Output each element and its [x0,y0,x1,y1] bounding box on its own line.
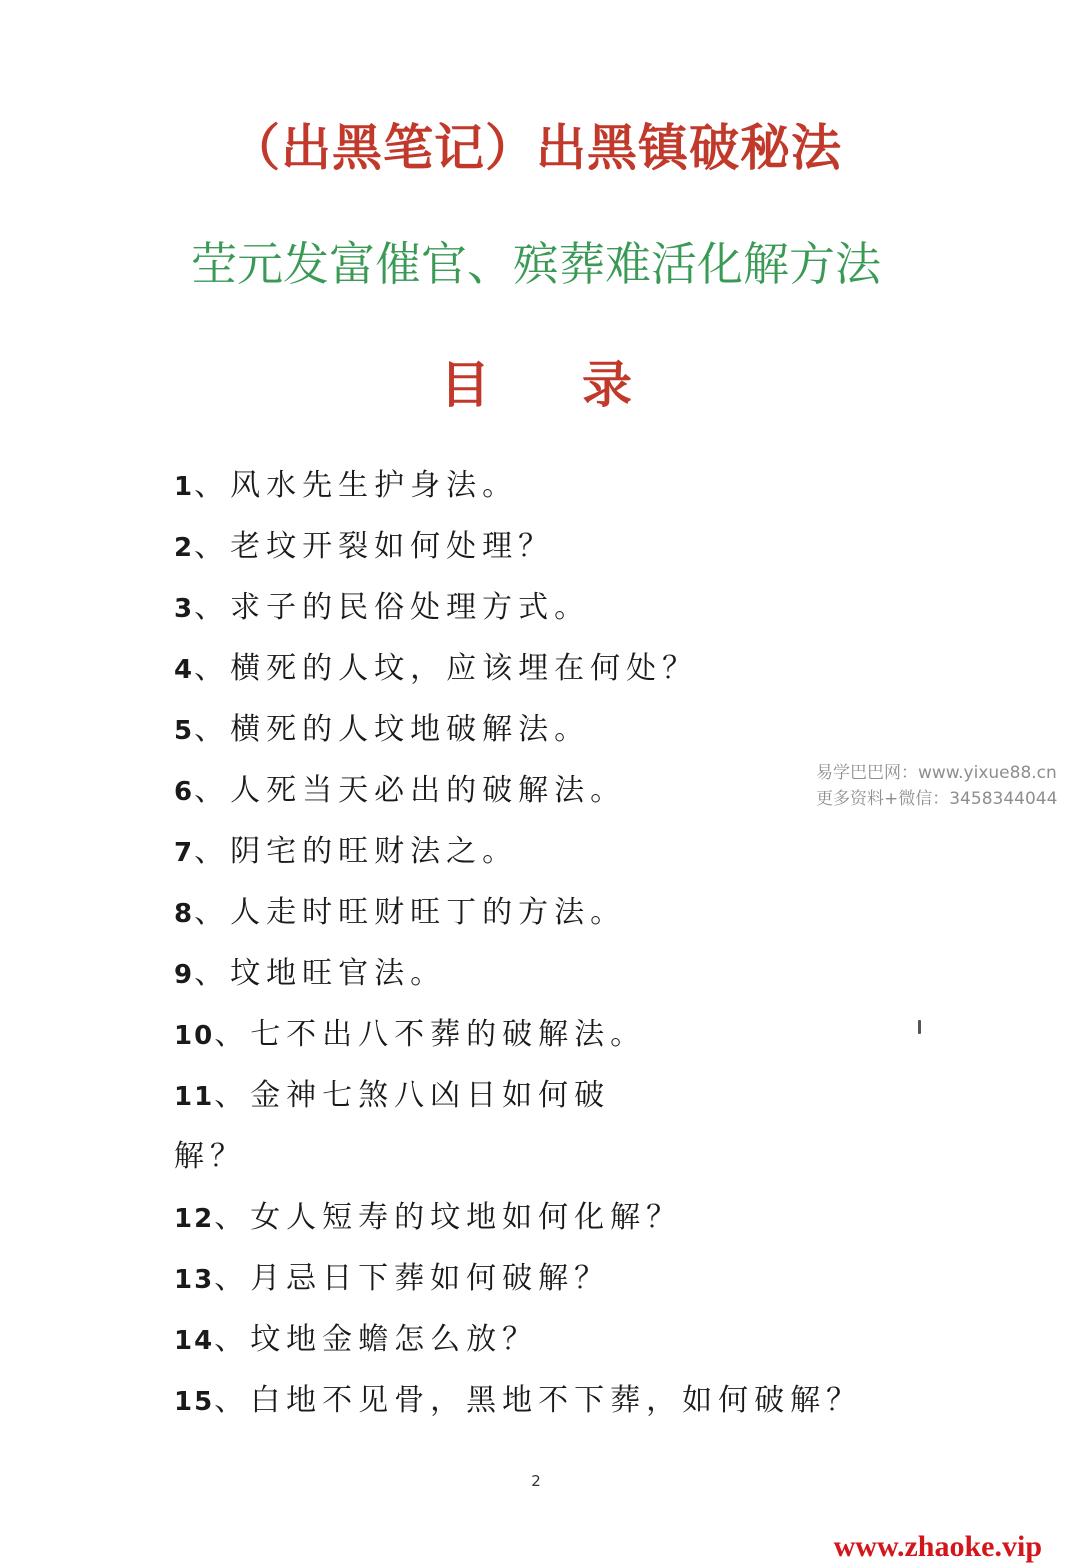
toc-item [174,1012,874,1073]
subtitle: 茔元发富催官、殡葬难活化解方法 [191,237,881,291]
toc-item-number: 7 [174,838,195,868]
toc-item-continuation [174,1134,874,1195]
toc-item-separator: 、 [194,651,231,686]
toc-item-separator: 、 [194,590,231,625]
toc-item-number: 8 [174,899,195,929]
site-watermark: www.zhaoke.vip [833,1530,1042,1563]
toc-item [174,463,874,524]
toc-item [174,585,874,646]
toc-item-separator: 、 [214,1017,251,1052]
watermark [816,760,1057,812]
toc-item-number: 13 [174,1265,215,1295]
toc-item-number: 10 [174,1021,215,1051]
toc-item [174,829,874,890]
toc-heading-right: 录 [582,355,632,414]
toc-item [174,1256,874,1317]
toc-item-number: 15 [174,1387,215,1417]
toc-item [174,1317,874,1378]
toc-item-separator: 、 [214,1322,251,1357]
toc-item-text: 月忌日下葬如何破解？ [250,1261,611,1296]
toc-item-separator: 、 [194,712,231,747]
toc-item-number: 5 [174,716,195,746]
toc-item-separator: 、 [194,956,231,991]
toc-item-number: 14 [174,1326,215,1356]
toc-item [174,890,874,951]
toc-item-text: 横死的人坟，应该埋在何处？ [230,651,699,686]
toc-item [174,1378,874,1439]
toc-item-number: 4 [174,655,195,685]
toc-item-separator: 、 [214,1078,251,1113]
toc-item-separator: 、 [194,773,231,808]
toc-item-separator: 、 [194,529,231,564]
toc-item-separator: 、 [214,1383,251,1418]
toc-item-text: 阴宅的旺财法之。 [230,834,519,869]
scan-smudge-mark [918,1020,921,1034]
toc-item [174,951,874,1012]
toc-heading-left: 目 [440,355,490,414]
toc-heading [0,345,1072,417]
toc-item [174,707,874,768]
toc-item-text: 求子的民俗处理方式。 [230,590,591,625]
toc-item-separator: 、 [214,1200,251,1235]
toc-item-text: 坟地金蟾怎么放？ [250,1322,539,1357]
toc-item-number: 6 [174,777,195,807]
toc-item-number: 9 [174,960,195,990]
toc-item [174,768,874,829]
toc-item-text: 坟地旺官法。 [230,956,447,991]
toc-item-text: 横死的人坟地破解法。 [230,712,591,747]
toc-item-number: 2 [174,533,195,563]
toc-item-text: 女人短寿的坟地如何化解？ [250,1200,683,1235]
toc-item-number: 3 [174,594,195,624]
toc-item-text: 解？ [174,1139,246,1174]
toc-item [174,1195,874,1256]
toc-item-number: 12 [174,1204,215,1234]
toc-item [174,524,874,585]
watermark-line-2: 更多资料+微信：3458344044 [816,789,1058,809]
main-title: （出黑笔记）出黑镇破秘法 [230,118,842,177]
page-number: 2 [531,1472,541,1490]
toc-item-text: 人走时旺财旺丁的方法。 [230,895,627,930]
toc-item-separator: 、 [194,834,231,869]
toc-item-number: 1 [174,472,195,502]
toc-item-text: 人死当天必出的破解法。 [230,773,627,808]
toc-item-text: 老坟开裂如何处理？ [230,529,555,564]
toc-item-text: 白地不见骨，黑地不下葬，如何破解？ [250,1383,863,1418]
toc-item-separator: 、 [214,1261,251,1296]
toc-item-number: 11 [174,1082,215,1112]
toc-item [174,1073,874,1134]
toc-list [174,463,874,1439]
toc-item-text: 金神七煞八凶日如何破 [250,1078,611,1113]
toc-item [174,646,874,707]
toc-item-separator: 、 [194,895,231,930]
watermark-line-1: 易学巴巴网：www.yixue88.cn [816,763,1057,783]
toc-item-text: 风水先生护身法。 [230,468,519,503]
toc-item-text: 七不出八不葬的破解法。 [250,1017,647,1052]
toc-item-separator: 、 [194,468,231,503]
